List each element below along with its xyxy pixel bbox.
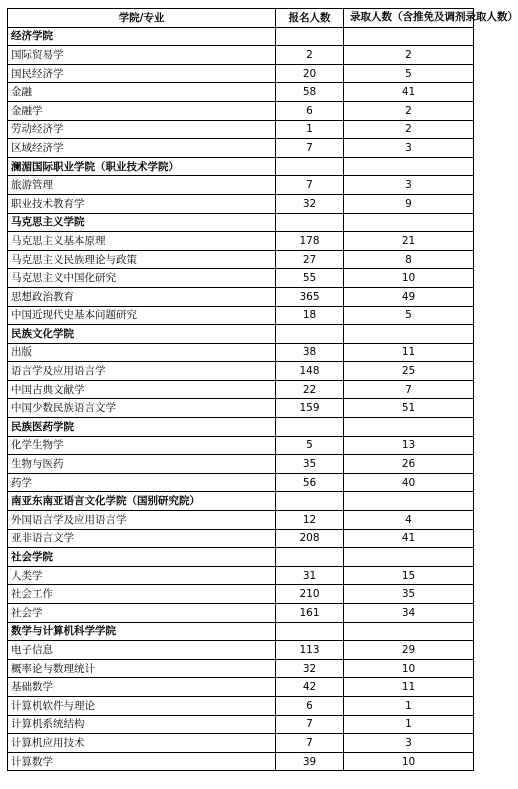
- major-row: [8, 250, 474, 269]
- college-admitted-empty: [344, 325, 474, 344]
- college-applicants-empty: [276, 418, 344, 437]
- college-name: 数学与计算机科学学院: [8, 622, 276, 641]
- college-name: 马克思主义学院: [8, 213, 276, 232]
- college-applicants-empty: [276, 548, 344, 567]
- admission-table: [7, 8, 518, 771]
- major-name: 区域经济学: [8, 139, 276, 158]
- major-admitted: 11: [344, 343, 474, 362]
- college-applicants-empty: [276, 622, 344, 641]
- college-applicants-empty: [276, 325, 344, 344]
- major-row: [8, 101, 474, 120]
- major-row: [8, 715, 474, 734]
- major-admitted: 5: [344, 306, 474, 325]
- table-body: [8, 27, 474, 771]
- major-admitted: 49: [344, 287, 474, 306]
- major-name: 社会工作: [8, 585, 276, 604]
- major-admitted: 34: [344, 604, 474, 623]
- college-name: 民族文化学院: [8, 325, 276, 344]
- major-admitted: 51: [344, 399, 474, 418]
- major-admitted: 2: [344, 46, 474, 65]
- major-name: 亚非语言文学: [8, 529, 276, 548]
- major-row: [8, 232, 474, 251]
- major-applicants: 7: [276, 176, 344, 195]
- college-admitted-empty: [344, 213, 474, 232]
- major-name: 外国语言学及应用语言学: [8, 511, 276, 530]
- major-admitted: 41: [344, 83, 474, 102]
- major-name: 中国古典文献学: [8, 380, 276, 399]
- major-name: 国民经济学: [8, 64, 276, 83]
- major-row: [8, 752, 474, 771]
- major-name: 出版: [8, 343, 276, 362]
- major-admitted: 9: [344, 194, 474, 213]
- major-admitted: 41: [344, 529, 474, 548]
- college-applicants-empty: [276, 27, 344, 46]
- college-applicants-empty: [276, 157, 344, 176]
- major-applicants: 5: [276, 436, 344, 455]
- major-admitted: 10: [344, 752, 474, 771]
- major-applicants: 22: [276, 380, 344, 399]
- college-row: [8, 622, 474, 641]
- major-name: 概率论与数理统计: [8, 659, 276, 678]
- major-name: 马克思主义中国化研究: [8, 269, 276, 288]
- major-name: 基础数学: [8, 678, 276, 697]
- major-applicants: 55: [276, 269, 344, 288]
- major-admitted: 10: [344, 659, 474, 678]
- major-admitted: 3: [344, 734, 474, 753]
- major-row: [8, 46, 474, 65]
- major-applicants: 56: [276, 473, 344, 492]
- major-applicants: 148: [276, 362, 344, 381]
- major-row: [8, 399, 474, 418]
- header-applicants: 报名人数: [276, 9, 344, 28]
- college-name: 南亚东南亚语言文化学院（国别研究院）: [8, 492, 276, 511]
- major-name: 电子信息: [8, 641, 276, 660]
- major-row: [8, 678, 474, 697]
- college-row: [8, 548, 474, 567]
- major-row: [8, 362, 474, 381]
- major-row: [8, 176, 474, 195]
- major-applicants: 18: [276, 306, 344, 325]
- major-admitted: 11: [344, 678, 474, 697]
- major-row: [8, 734, 474, 753]
- major-applicants: 161: [276, 604, 344, 623]
- major-name: 化学生物学: [8, 436, 276, 455]
- major-admitted: 21: [344, 232, 474, 251]
- major-row: [8, 566, 474, 585]
- major-name: 药学: [8, 473, 276, 492]
- major-name: 社会学: [8, 604, 276, 623]
- college-row: [8, 213, 474, 232]
- major-applicants: 32: [276, 194, 344, 213]
- college-applicants-empty: [276, 213, 344, 232]
- major-admitted: 3: [344, 176, 474, 195]
- major-row: [8, 585, 474, 604]
- major-applicants: 32: [276, 659, 344, 678]
- major-row: [8, 83, 474, 102]
- major-name: 旅游管理: [8, 176, 276, 195]
- header-college-major: 学院/专业: [8, 9, 276, 28]
- major-row: [8, 287, 474, 306]
- major-admitted: 5: [344, 64, 474, 83]
- major-admitted: 7: [344, 380, 474, 399]
- admission-table-container: [7, 8, 518, 771]
- major-name: 语言学及应用语言学: [8, 362, 276, 381]
- major-applicants: 7: [276, 715, 344, 734]
- major-applicants: 210: [276, 585, 344, 604]
- major-row: [8, 641, 474, 660]
- major-row: [8, 380, 474, 399]
- major-applicants: 12: [276, 511, 344, 530]
- major-row: [8, 120, 474, 139]
- major-name: 劳动经济学: [8, 120, 276, 139]
- major-applicants: 27: [276, 250, 344, 269]
- major-applicants: 20: [276, 64, 344, 83]
- major-row: [8, 343, 474, 362]
- major-name: 计算机系统结构: [8, 715, 276, 734]
- college-row: [8, 418, 474, 437]
- college-admitted-empty: [344, 418, 474, 437]
- major-admitted: 1: [344, 715, 474, 734]
- major-applicants: 178: [276, 232, 344, 251]
- college-admitted-empty: [344, 622, 474, 641]
- major-admitted: 2: [344, 120, 474, 139]
- major-applicants: 7: [276, 139, 344, 158]
- major-row: [8, 696, 474, 715]
- major-name: 计算机软件与理论: [8, 696, 276, 715]
- major-applicants: 42: [276, 678, 344, 697]
- major-name: 中国近现代史基本问题研究: [8, 306, 276, 325]
- major-row: [8, 139, 474, 158]
- major-admitted: 2: [344, 101, 474, 120]
- college-admitted-empty: [344, 27, 474, 46]
- header-row: [8, 9, 474, 28]
- major-name: 国际贸易学: [8, 46, 276, 65]
- major-admitted: 1: [344, 696, 474, 715]
- major-applicants: 31: [276, 566, 344, 585]
- college-row: [8, 157, 474, 176]
- major-name: 思想政治教育: [8, 287, 276, 306]
- major-admitted: 3: [344, 139, 474, 158]
- major-admitted: 26: [344, 455, 474, 474]
- major-row: [8, 194, 474, 213]
- major-name: 计算机应用技术: [8, 734, 276, 753]
- major-applicants: 113: [276, 641, 344, 660]
- major-applicants: 39: [276, 752, 344, 771]
- college-admitted-empty: [344, 492, 474, 511]
- major-name: 马克思主义民族理论与政策: [8, 250, 276, 269]
- major-name: 计算数学: [8, 752, 276, 771]
- major-row: [8, 269, 474, 288]
- major-admitted: 15: [344, 566, 474, 585]
- major-applicants: 159: [276, 399, 344, 418]
- major-row: [8, 306, 474, 325]
- major-applicants: 365: [276, 287, 344, 306]
- major-name: 人类学: [8, 566, 276, 585]
- major-applicants: 35: [276, 455, 344, 474]
- major-admitted: 4: [344, 511, 474, 530]
- major-applicants: 6: [276, 101, 344, 120]
- major-applicants: 7: [276, 734, 344, 753]
- major-applicants: 58: [276, 83, 344, 102]
- major-admitted: 25: [344, 362, 474, 381]
- college-row: [8, 492, 474, 511]
- major-applicants: 6: [276, 696, 344, 715]
- major-name: 马克思主义基本原理: [8, 232, 276, 251]
- major-applicants: 38: [276, 343, 344, 362]
- major-admitted: 13: [344, 436, 474, 455]
- college-row: [8, 325, 474, 344]
- major-admitted: 40: [344, 473, 474, 492]
- major-name: 生物与医药: [8, 455, 276, 474]
- major-row: [8, 511, 474, 530]
- college-name: 社会学院: [8, 548, 276, 567]
- major-row: [8, 64, 474, 83]
- major-row: [8, 529, 474, 548]
- college-name: 民族医药学院: [8, 418, 276, 437]
- header-admitted: 录取人数（含推免及调剂录取人数）: [344, 9, 474, 28]
- major-row: [8, 604, 474, 623]
- major-row: [8, 455, 474, 474]
- major-name: 中国少数民族语言文学: [8, 399, 276, 418]
- major-name: 金融学: [8, 101, 276, 120]
- college-admitted-empty: [344, 157, 474, 176]
- major-row: [8, 659, 474, 678]
- college-name: 经济学院: [8, 27, 276, 46]
- major-applicants: 208: [276, 529, 344, 548]
- major-name: 金融: [8, 83, 276, 102]
- college-applicants-empty: [276, 492, 344, 511]
- college-name: 澜湄国际职业学院（职业技术学院）: [8, 157, 276, 176]
- college-admitted-empty: [344, 548, 474, 567]
- major-admitted: 8: [344, 250, 474, 269]
- college-row: [8, 27, 474, 46]
- major-admitted: 29: [344, 641, 474, 660]
- major-applicants: 1: [276, 120, 344, 139]
- major-admitted: 10: [344, 269, 474, 288]
- major-admitted: 35: [344, 585, 474, 604]
- major-row: [8, 436, 474, 455]
- major-applicants: 2: [276, 46, 344, 65]
- major-name: 职业技术教育学: [8, 194, 276, 213]
- major-row: [8, 473, 474, 492]
